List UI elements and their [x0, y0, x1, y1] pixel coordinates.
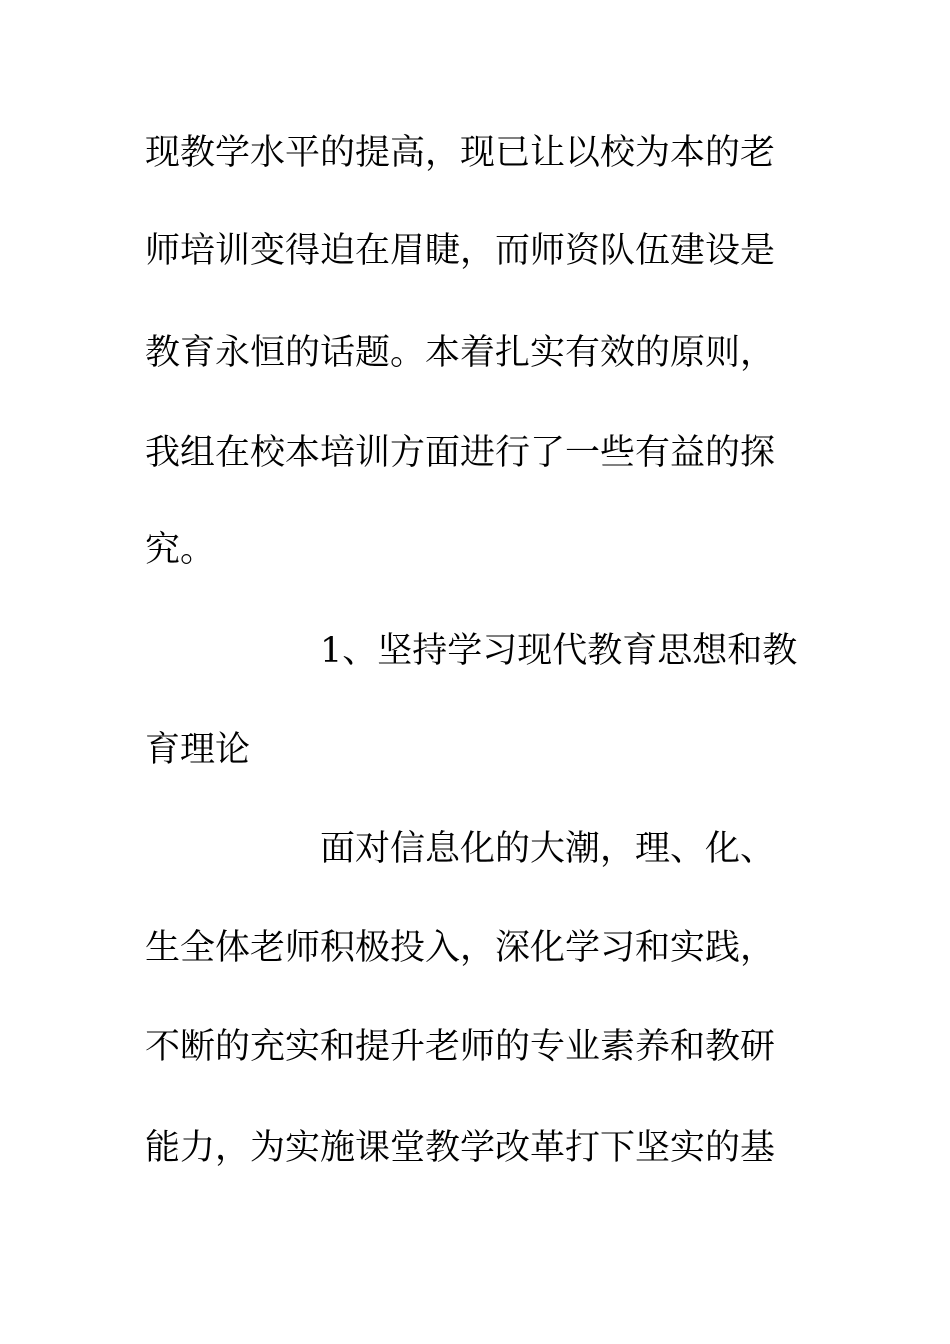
text-line: 教育永恒的话题。本着扎实有效的原则， [145, 333, 776, 373]
paragraph-first-line: 面对信息化的大潮，理、化、 [320, 829, 776, 869]
text-line: 不断的充实和提升老师的专业素养和教研 [145, 1027, 776, 1067]
section-heading-continuation: 育理论 [145, 730, 251, 770]
text-line: 能力，为实施课堂教学改革打下坚实的基 [145, 1128, 776, 1168]
text-line: 现教学水平的提高，现已让以校为本的老 [145, 133, 776, 173]
text-line: 生全体老师积极投入，深化学习和实践， [145, 928, 776, 968]
text-line: 我组在校本培训方面进行了一些有益的探 [145, 433, 776, 473]
section-heading: 1、坚持学习现代教育思想和教 [320, 631, 798, 671]
text-line: 师培训变得迫在眉睫，而师资队伍建设是 [145, 231, 776, 271]
text-line: 究。 [145, 530, 216, 570]
